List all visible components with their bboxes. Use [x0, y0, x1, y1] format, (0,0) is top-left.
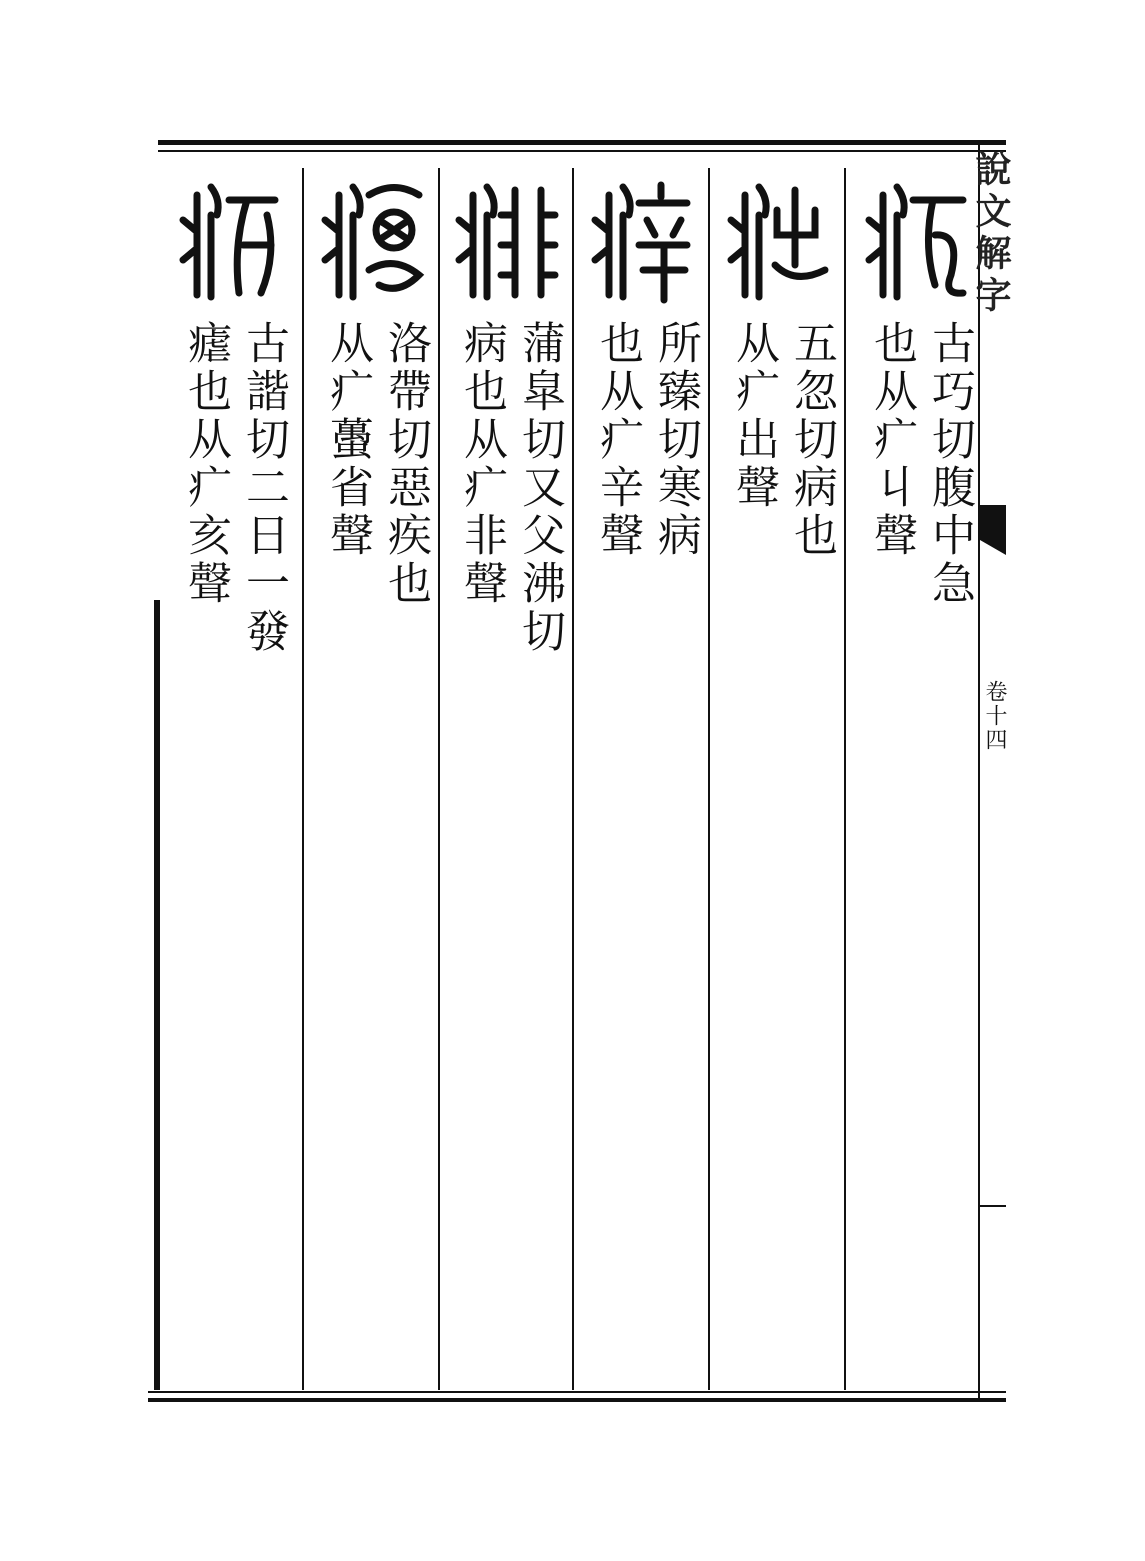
- entry-jie: [162, 170, 302, 1390]
- book-title: 說文解字: [970, 150, 1012, 318]
- margin-tick: [978, 1205, 1006, 1207]
- volume-number: 卷十四: [982, 680, 1007, 752]
- top-border-rule: [158, 140, 1006, 145]
- entry-jiu: [848, 170, 988, 1390]
- entry-zhi: [710, 170, 850, 1390]
- seal-character-lai-icon: [316, 170, 432, 310]
- gloss-line: 也从疒辛聲: [592, 320, 643, 560]
- seal-character-zhi-icon: [722, 170, 838, 310]
- page-frame: [148, 140, 1012, 1402]
- gloss-line: 也从疒丩聲: [866, 320, 917, 560]
- gloss-line: 所臻切寒病: [650, 320, 701, 560]
- top-border-rule-inner: [158, 150, 1006, 152]
- gloss-line: 病也从疒非聲: [456, 320, 507, 608]
- gloss-line: 蒲皐切又父沸切: [514, 320, 565, 656]
- seal-character-fei-icon: [450, 170, 566, 310]
- gloss-line: 洛帶切惡疾也: [380, 320, 431, 608]
- gloss-line: 古巧切腹中急: [924, 320, 975, 608]
- left-border-rule: [154, 600, 160, 1390]
- gloss-line: 从疒出聲: [728, 320, 779, 512]
- seal-character-jie-icon: [174, 170, 290, 310]
- seal-character-jiu-icon: [860, 170, 976, 310]
- entry-shen: [574, 170, 714, 1390]
- gloss-line: 五忽切病也: [786, 320, 837, 560]
- gloss-line: 瘧也从疒亥聲: [180, 320, 231, 608]
- seal-character-shen-icon: [586, 170, 702, 310]
- gloss-line: 从疒蠆省聲: [322, 320, 373, 560]
- bottom-border-rule-inner: [148, 1391, 1006, 1393]
- entry-lai: [304, 170, 444, 1390]
- bottom-border-rule: [148, 1398, 1006, 1402]
- gloss-line: 古諧切二日一發: [238, 320, 289, 656]
- entry-fei: [438, 170, 578, 1390]
